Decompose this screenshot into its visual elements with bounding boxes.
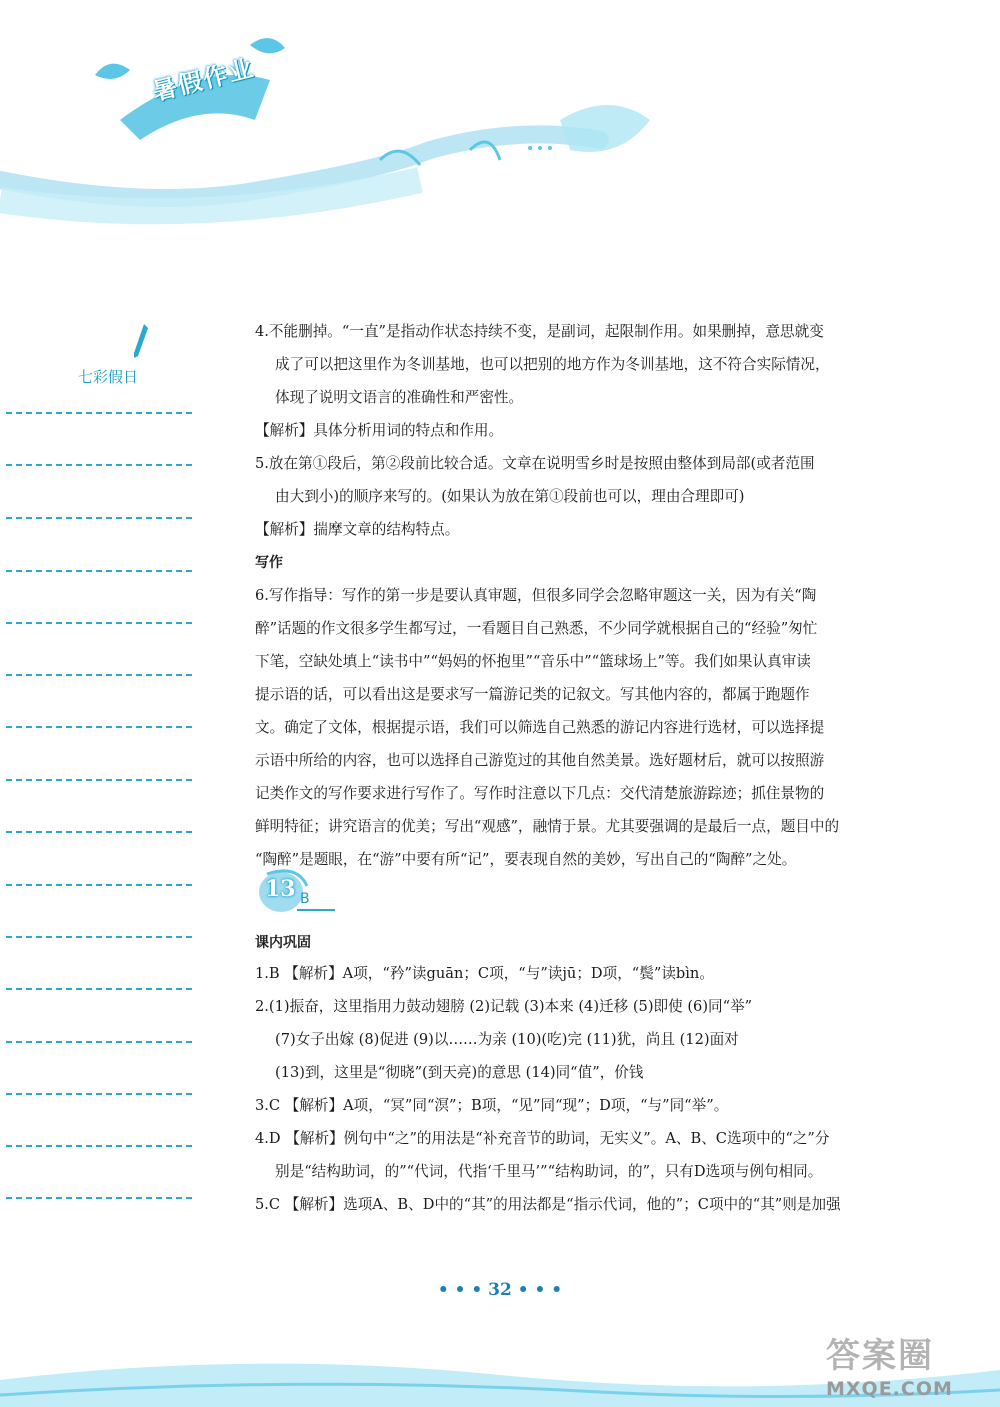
sidebar-label: 七彩假日 xyxy=(78,368,139,386)
answer-line: 4.D 【解析】例句中“之”的用法是“补充音节的助词，无实义”。A、B、C选项中的“之”分 xyxy=(255,1130,830,1147)
note-line xyxy=(6,517,192,519)
section-letter: B xyxy=(300,891,310,907)
note-line xyxy=(6,570,192,572)
note-line xyxy=(6,1041,192,1043)
answer-line: 5.C 【解析】选项A、B、D中的“其”的用法都是“指示代词，他的”；C项中的“其”则是加强 xyxy=(255,1196,841,1213)
page-number: • • • 32 • • • xyxy=(437,1280,563,1300)
note-line xyxy=(6,622,192,624)
answer-line: 体现了说明文语言的准确性和严密性。 xyxy=(275,389,524,406)
answer-line: 鲜明特征；讲究语言的优美；写出“观感”，融情于景。尤其要强调的是最后一点，题目中的 xyxy=(255,818,840,835)
note-line xyxy=(6,936,192,938)
answer-line: 下笔，空缺处填上“读书中”“妈妈的怀抱里”“音乐中”“篮球场上”等。我们如果认真审读 xyxy=(255,653,811,670)
note-line xyxy=(6,831,192,833)
header-decoration xyxy=(0,0,1000,240)
answer-line: 2.(1)振奋，这里指用力鼓动翅膀 (2)记载 (3)本来 (4)迁移 (5)即使 (6)同“举” xyxy=(255,998,753,1015)
answer-line: (13)到，这里是“彻晓”(到天亮)的意思 (14)同“值”，价钱 xyxy=(275,1064,644,1081)
watermark-url: MXQE.COM xyxy=(826,1378,953,1400)
banner-title: 暑假作业 xyxy=(149,53,258,107)
answer-line: 提示语的话，可以看出这是要求写一篇游记类的记叙文。写其他内容的，都属于跑题作 xyxy=(255,686,810,703)
answer-line: (7)女子出嫁 (8)促进 (9)以……为亲 (10)(吃)完 (11)犹，尚且 (12)面对 xyxy=(275,1031,739,1048)
answer-line: 5.放在第①段后，第②段前比较合适。文章在说明雪乡时是按照由整体到局部(或者范围 xyxy=(255,455,815,472)
answer-line: 文。确定了文体，根据提示语，我们可以筛选自己熟悉的游记内容进行选材，可以选择提 xyxy=(255,719,825,736)
note-line xyxy=(6,779,192,781)
answer-line: “陶醉”是题眼，在“游”中要有所“记”，要表现自然的美妙，写出自己的“陶醉”之处。 xyxy=(255,851,797,868)
note-line xyxy=(6,412,192,414)
note-line xyxy=(6,464,192,466)
note-line xyxy=(6,726,192,728)
note-line xyxy=(6,988,192,990)
section-number: 13 xyxy=(265,876,296,902)
watermark-logo: 答案圈 xyxy=(826,1336,934,1376)
answer-line: 4.不能删掉。“一直”是指动作状态持续不变，是副词，起限制作用。如果删掉，意思就变 xyxy=(255,323,824,340)
analysis-line: 【解析】具体分析用词的特点和作用。 xyxy=(255,422,504,439)
answer-line: 醉”话题的作文很多学生都写过，一看题目自己熟悉，不少同学就根据自己的“经验”匆忙 xyxy=(255,620,818,637)
answer-line: 1.B 【解析】A项，“矜”读guān；C项，“与”读jū；D项，“鬓”读bìn。 xyxy=(255,965,714,982)
answer-line: 别是“结构助词，的”“代词，代指‘千里马’”“结构助词，的”，只有D选项与例句相同。 xyxy=(275,1163,823,1180)
answer-line: 记类作文的写作要求进行写作了。写作时注意以下几点：交代清楚旅游踪迹；抓住景物的 xyxy=(255,785,825,802)
answer-line: 成了可以把这里作为冬训基地，也可以把别的地方作为冬训基地，这不符合实际情况， xyxy=(275,356,830,373)
answer-line: 示语中所给的内容，也可以选择自己游览过的其他自然美景。选好题材后，就可以按照游 xyxy=(255,752,825,769)
answer-line: 3.C 【解析】A项，“冥”同“溟”；B项，“见”同“现”；D项，“与”同“举”。 xyxy=(255,1097,729,1114)
note-line xyxy=(6,884,192,886)
section-heading: 写作 xyxy=(255,555,283,571)
note-line xyxy=(6,1093,192,1095)
note-line xyxy=(6,1145,192,1147)
note-line xyxy=(6,674,192,676)
answer-line: 由大到小)的顺序来写的。(如果认为放在第①段前也可以，理由合理即可) xyxy=(275,488,745,505)
answer-line: 6.写作指导：写作的第一步是要认真审题，但很多同学会忽略审题这一关，因为有关“陶 xyxy=(255,587,817,604)
section-heading: 课内巩固 xyxy=(255,935,311,951)
note-line xyxy=(6,1197,192,1199)
pen-icon xyxy=(130,322,150,362)
analysis-line: 【解析】揣摩文章的结构特点。 xyxy=(255,521,460,538)
